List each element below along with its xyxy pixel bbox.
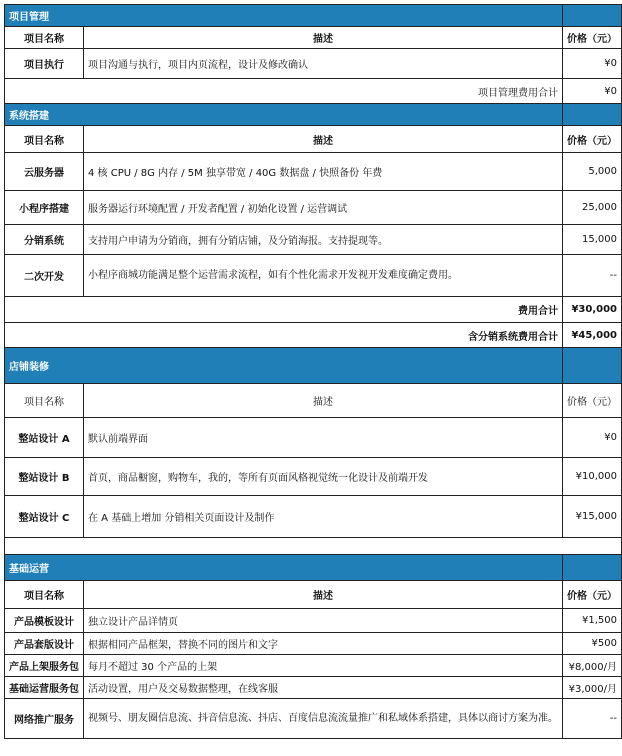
item-name: 二次开发 [5, 255, 84, 297]
item-name: 小程序搭建 [5, 191, 84, 225]
col-header-price: 价格（元） [563, 126, 622, 153]
item-price: ¥15,000 [563, 496, 622, 538]
item-price: 15,000 [563, 225, 622, 255]
item-desc: 根据相同产品框架，替换不同的图片和文字 [84, 633, 563, 655]
item-name: 网络推广服务 [5, 699, 84, 739]
table-row [5, 458, 622, 496]
item-price: ¥1,500 [563, 609, 622, 633]
table-row [5, 633, 622, 655]
item-desc: 项目沟通与执行，项目内页流程，设计及修改确认 [84, 49, 563, 79]
total-with-dist-value: ¥45,000 [563, 323, 622, 348]
band-fill [563, 5, 622, 27]
spacer-row [5, 538, 622, 555]
item-price: ¥0 [563, 49, 622, 79]
subtotal-value: ¥0 [563, 79, 622, 104]
section-band-system-build [5, 104, 622, 126]
item-name: 整站设计 C [5, 496, 84, 538]
table-row [5, 418, 622, 458]
item-desc: 小程序商城功能满足整个运营需求流程，如有个性化需求开发视开发难度确定费用。 [84, 255, 563, 297]
col-header-name: 项目名称 [5, 27, 84, 49]
table-row [5, 191, 622, 225]
item-name: 产品套版设计 [5, 633, 84, 655]
section-title: 系统搭建 [5, 104, 563, 126]
item-desc: 支持用户申请为分销商，拥有分销店铺，及分销海报。支持提现等。 [84, 225, 563, 255]
band-fill [563, 104, 622, 126]
item-name: 整站设计 A [5, 418, 84, 458]
item-price: 5,000 [563, 153, 622, 191]
header-row [5, 581, 622, 609]
total-label: 费用合计 [5, 297, 563, 323]
table-row [5, 225, 622, 255]
item-name: 产品模板设计 [5, 609, 84, 633]
item-desc: 首页，商品橱窗，购物车，我的，等所有页面风格视觉统一化设计及前端开发 [84, 458, 563, 496]
table-row [5, 655, 622, 677]
item-desc: 视频号、朋友圈信息流、抖音信息流、抖店、百度信息流流量推广和私域体系搭建，具体以商讨方案为准。 [84, 699, 563, 739]
header-row [5, 126, 622, 153]
total-row [5, 323, 622, 348]
item-price: -- [563, 699, 622, 739]
item-desc: 服务器运行环境配置 / 开发者配置 / 初始化设置 / 运营调试 [84, 191, 563, 225]
item-price: ¥10,000 [563, 458, 622, 496]
band-fill [563, 348, 622, 384]
col-header-name: 项目名称 [5, 126, 84, 153]
header-row [5, 27, 622, 49]
item-price: ¥3,000/月 [563, 677, 622, 699]
quotation-table [4, 4, 622, 739]
section-band-project-management [5, 5, 622, 27]
col-header-desc: 描述 [84, 126, 563, 153]
item-price: ¥500 [563, 633, 622, 655]
total-row [5, 297, 622, 323]
item-price: ¥0 [563, 418, 622, 458]
item-desc: 每月不超过 30 个产品的上架 [84, 655, 563, 677]
col-header-desc: 描述 [84, 384, 563, 418]
item-name: 分销系统 [5, 225, 84, 255]
col-header-price: 价格（元） [563, 384, 622, 418]
col-header-price: 价格（元） [563, 581, 622, 609]
col-header-name: 项目名称 [5, 581, 84, 609]
item-desc: 默认前端界面 [84, 418, 563, 458]
item-price: -- [563, 255, 622, 297]
item-name: 基础运营服务包 [5, 677, 84, 699]
table-row [5, 677, 622, 699]
item-price: ¥8,000/月 [563, 655, 622, 677]
col-header-name: 项目名称 [5, 384, 84, 418]
item-price: 25,000 [563, 191, 622, 225]
table-row [5, 496, 622, 538]
band-fill [563, 555, 622, 581]
total-with-dist-label: 含分销系统费用合计 [5, 323, 563, 348]
item-name: 云服务器 [5, 153, 84, 191]
table-row [5, 153, 622, 191]
subtotal-label: 项目管理费用合计 [5, 79, 563, 104]
item-desc: 在 A 基础上增加 分销相关页面设计及制作 [84, 496, 563, 538]
col-header-price: 价格（元） [563, 27, 622, 49]
item-desc: 4 核 CPU / 8G 内存 / 5M 独享带宽 / 40G 数据盘 / 快照备份 年费 [84, 153, 563, 191]
section-title: 基础运营 [5, 555, 563, 581]
item-name: 产品上架服务包 [5, 655, 84, 677]
header-row [5, 384, 622, 418]
col-header-desc: 描述 [84, 581, 563, 609]
table-row [5, 49, 622, 79]
total-value: ¥30,000 [563, 297, 622, 323]
table-row [5, 609, 622, 633]
section-title: 店铺装修 [5, 348, 563, 384]
section-title: 项目管理 [5, 5, 563, 27]
table-row [5, 699, 622, 739]
col-header-desc: 描述 [84, 27, 563, 49]
item-name: 项目执行 [5, 49, 84, 79]
section-band-store-decoration [5, 348, 622, 384]
subtotal-row [5, 79, 622, 104]
section-band-basic-operations [5, 555, 622, 581]
item-desc: 活动设置，用户及交易数据整理，在线客服 [84, 677, 563, 699]
item-desc: 独立设计产品详情页 [84, 609, 563, 633]
table-row [5, 255, 622, 297]
spacer-cell [5, 538, 622, 555]
item-name: 整站设计 B [5, 458, 84, 496]
